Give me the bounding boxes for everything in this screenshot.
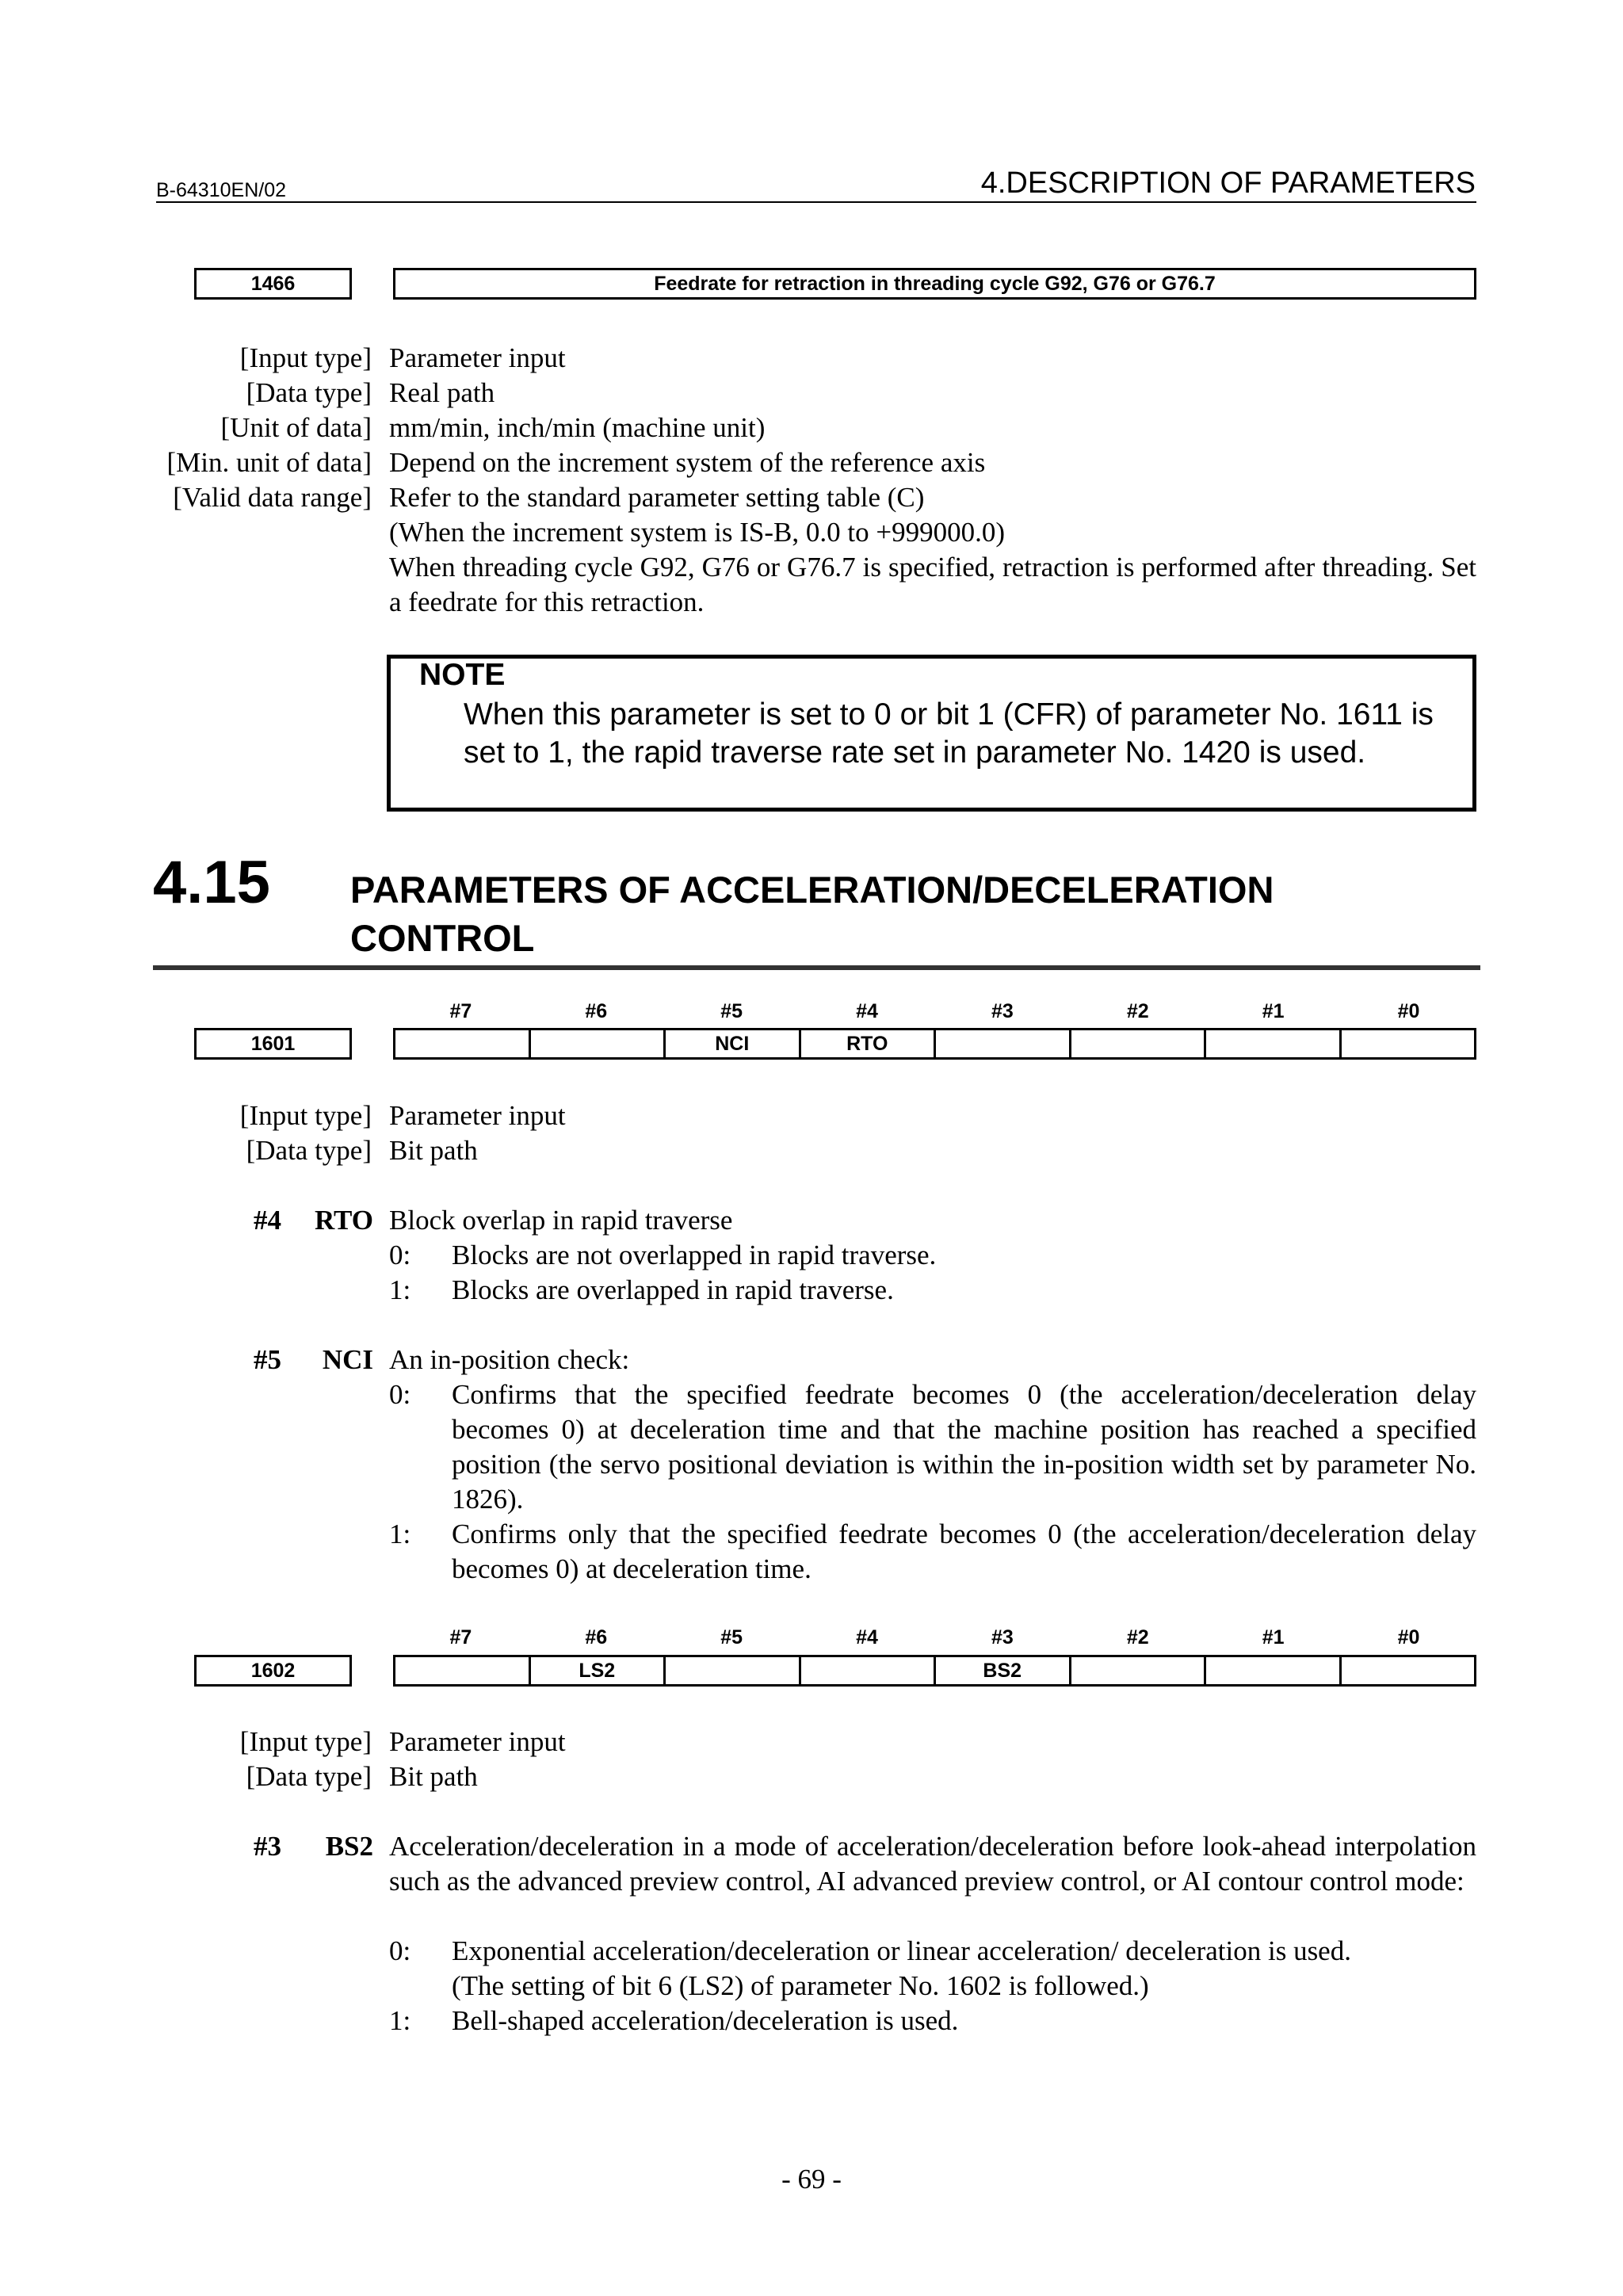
param-title-1466: Feedrate for retraction in threading cycle G92, G76 or G76.7 xyxy=(393,268,1476,300)
bit-number: #3 xyxy=(254,1831,281,1862)
option-number: 1: xyxy=(389,1274,411,1305)
attr-value: Depend on the increment system of the reference axis xyxy=(389,447,986,478)
option-text: Blocks are not overlapped in rapid traverse. xyxy=(452,1240,937,1270)
bit-header: #7 xyxy=(449,1000,472,1022)
option-number: 1: xyxy=(389,1519,411,1549)
page-number: - 69 - xyxy=(781,2164,842,2195)
option-subtext: (The setting of bit 6 (LS2) of parameter No. 1602 is followed.) xyxy=(452,1970,1149,2001)
attr-label: [Input type] xyxy=(239,1726,372,1757)
section-title-line: CONTROL xyxy=(350,917,535,959)
attr-value: Parameter input xyxy=(389,1726,566,1757)
section-title-line: PARAMETERS OF ACCELERATION/DECELERATION xyxy=(350,869,1274,911)
bit-number: #4 xyxy=(254,1205,281,1236)
bit-header: #6 xyxy=(585,1626,608,1648)
bit-header: #0 xyxy=(1397,1626,1420,1648)
param-number-1466: 1466 xyxy=(194,268,352,300)
bit-cell xyxy=(395,1657,529,1684)
bit-description-text: Acceleration/deceleration in a mode of acceleration/deceleration before look-ahead interpolation such as the advanced preview control, AI advanced preview control, or AI contour control mode: xyxy=(389,1831,1476,1897)
bit-table-1601 xyxy=(393,1028,1476,1060)
bit-header: #3 xyxy=(991,1000,1014,1022)
option-number: 0: xyxy=(389,1240,411,1270)
bit-header: #4 xyxy=(856,1626,878,1648)
bit-cell xyxy=(1204,1030,1339,1057)
bit-header: #1 xyxy=(1262,1626,1285,1648)
chapter-title: 4.DESCRIPTION OF PARAMETERS xyxy=(980,166,1476,200)
bit-name: RTO xyxy=(315,1205,373,1236)
section-number: 4.15 xyxy=(153,849,270,916)
option-text: Confirms that the specified feedrate becomes 0 (the acceleration/deceleration delay becomes 0) at deceleration time and that the machine position has reached a specified position (the servo positional deviation is within the in-position width set by parameter No. 1826). xyxy=(452,1379,1476,1515)
bit-header: #3 xyxy=(991,1626,1014,1648)
attr-value: Parameter input xyxy=(389,342,566,373)
note-title: NOTE xyxy=(419,658,506,692)
bit-header: #7 xyxy=(449,1626,472,1648)
document-id: B-64310EN/02 xyxy=(156,179,287,201)
bit-header: #0 xyxy=(1397,1000,1420,1022)
option-text: Blocks are overlapped in rapid traverse. xyxy=(452,1274,894,1305)
bit-cell xyxy=(529,1030,664,1057)
attr-label: [Unit of data] xyxy=(220,412,372,443)
bit-cell xyxy=(663,1657,799,1684)
attr-label: [Valid data range] xyxy=(173,482,372,513)
option-number: 0: xyxy=(389,1379,411,1410)
attr-label: [Min. unit of data] xyxy=(166,447,372,478)
bit-header: #2 xyxy=(1126,1000,1149,1022)
bit-cell xyxy=(1069,1030,1205,1057)
bit-cell xyxy=(1204,1657,1339,1684)
bit-cell xyxy=(1339,1657,1475,1684)
attr-label: [Data type] xyxy=(246,1761,372,1792)
attr-value: Real path xyxy=(389,377,495,408)
bit-cell xyxy=(395,1030,529,1057)
bit-cell xyxy=(1069,1657,1205,1684)
bit-name: BS2 xyxy=(325,1831,373,1862)
bit-cell: LS2 xyxy=(529,1657,664,1684)
attr-value: Parameter input xyxy=(389,1100,566,1131)
attr-label: [Data type] xyxy=(246,1135,372,1166)
param-number-1602: 1602 xyxy=(194,1655,352,1687)
option-text: Bell-shaped acceleration/deceleration is used. xyxy=(452,2005,959,2036)
attr-label: [Input type] xyxy=(239,342,372,373)
attr-label: [Input type] xyxy=(239,1100,372,1131)
bit-header-row xyxy=(393,1626,1476,1650)
option-number: 0: xyxy=(389,1935,411,1966)
bit-cell xyxy=(799,1657,934,1684)
bit-header: #5 xyxy=(720,1626,743,1648)
bit-name: NCI xyxy=(322,1344,373,1375)
attr-value: Refer to the standard parameter setting table (C) xyxy=(389,482,925,513)
param-number-1601: 1601 xyxy=(194,1028,352,1060)
bit-header: #5 xyxy=(720,1000,743,1022)
bit-description-text: An in-position check: xyxy=(389,1344,630,1375)
bit-header: #6 xyxy=(585,1000,608,1022)
option-number: 1: xyxy=(389,2005,411,2036)
section-rule xyxy=(153,965,1480,970)
bit-header: #1 xyxy=(1262,1000,1285,1022)
section-title xyxy=(350,865,1274,962)
bit-cell: RTO xyxy=(799,1030,934,1057)
bit-header: #2 xyxy=(1126,1626,1149,1648)
bit-header-row xyxy=(393,1000,1476,1024)
bit-cell xyxy=(934,1030,1069,1057)
bit-description-text: Block overlap in rapid traverse xyxy=(389,1205,733,1236)
bit-table-1602 xyxy=(393,1655,1476,1687)
range-note: (When the increment system is IS-B, 0.0 to +999000.0) xyxy=(389,517,1005,548)
bit-cell: NCI xyxy=(663,1030,799,1057)
bit-header: #4 xyxy=(856,1000,878,1022)
attr-value: mm/min, inch/min (machine unit) xyxy=(389,412,766,443)
bit-cell: BS2 xyxy=(934,1657,1069,1684)
header-rule xyxy=(156,201,1476,203)
param-1466-description: When threading cycle G92, G76 or G76.7 is specified, retraction is performed after threading. Set a feedrate for this retraction. xyxy=(389,552,1476,617)
attr-value: Bit path xyxy=(389,1761,478,1792)
option-text: Exponential acceleration/deceleration or linear acceleration/ deceleration is used. xyxy=(452,1935,1351,1966)
attr-value: Bit path xyxy=(389,1135,478,1166)
bit-number: #5 xyxy=(254,1344,281,1375)
option-text: Confirms only that the specified feedrate becomes 0 (the acceleration/deceleration delay becomes 0) at deceleration time. xyxy=(452,1519,1476,1584)
note-text: When this parameter is set to 0 or bit 1 (CFR) of parameter No. 1611 is set to 1, the rapid traverse rate set in parameter No. 1420 is used. xyxy=(464,697,1434,770)
bit-cell xyxy=(1339,1030,1475,1057)
attr-label: [Data type] xyxy=(246,377,372,408)
